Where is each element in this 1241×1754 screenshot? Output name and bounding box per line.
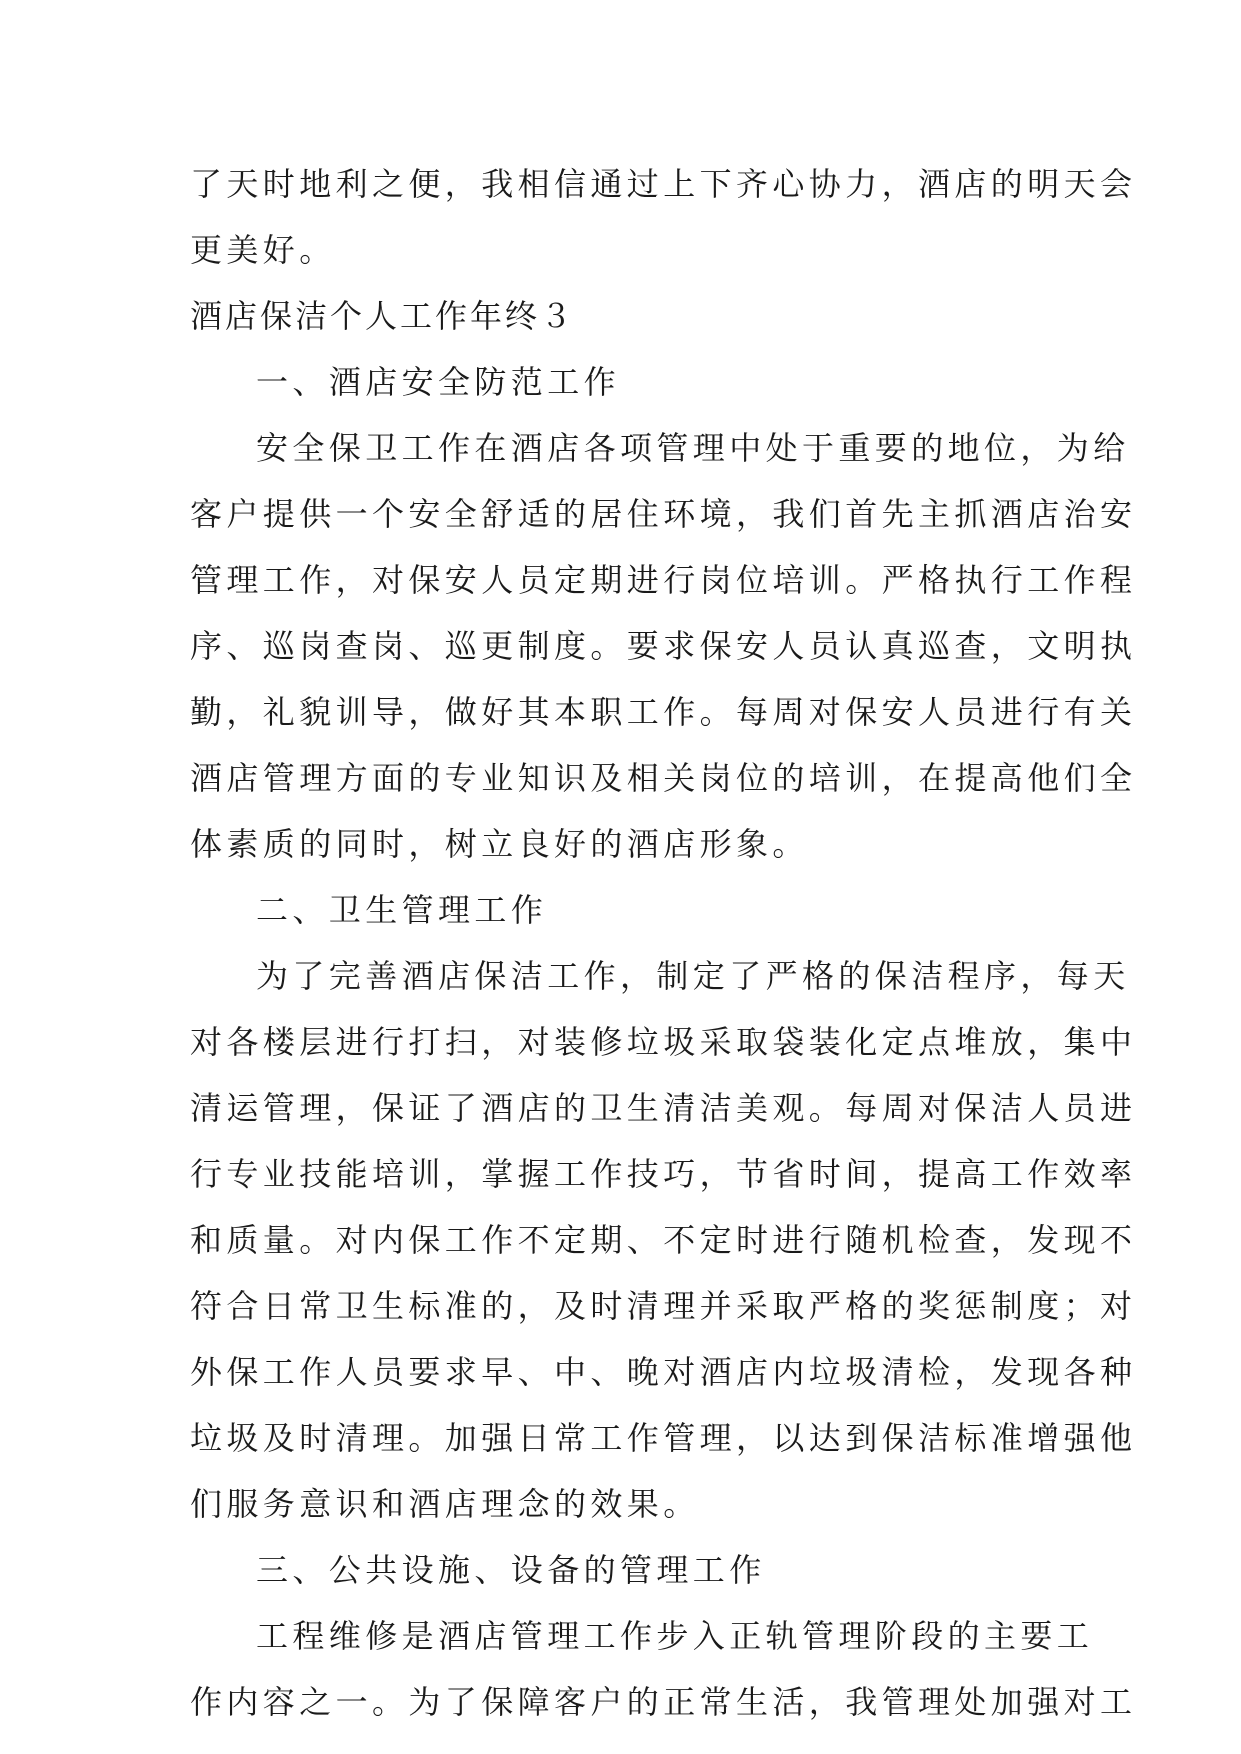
paragraph-line: 序、巡岗查岗、巡更制度。要求保安人员认真巡查，文明执 [190,627,1137,665]
section-title: 酒店保洁个人工作年终３ [190,297,576,335]
paragraph-line: 酒店管理方面的专业知识及相关岗位的培训，在提高他们全 [190,759,1137,797]
paragraph-line: 作内容之一。为了保障客户的正常生活，我管理处加强对工 [190,1683,1137,1721]
paragraph-line: 了天时地利之便，我相信通过上下齐心协力，酒店的明天会 [190,165,1137,203]
paragraph-line: 安全保卫工作在酒店各项管理中处于重要的地位，为给 [256,429,1130,467]
paragraph-line: 体素质的同时，树立良好的酒店形象。 [190,825,809,863]
subsection-heading: 二、卫生管理工作 [256,891,548,929]
subsection-heading: 三、公共设施、设备的管理工作 [256,1551,766,1589]
paragraph-line: 更美好。 [190,231,336,269]
paragraph-line: 外保工作人员要求早、中、晚对酒店内垃圾清检，发现各种 [190,1353,1137,1391]
paragraph-line: 清运管理，保证了酒店的卫生清洁美观。每周对保洁人员进 [190,1089,1137,1127]
paragraph-line: 和质量。对内保工作不定期、不定时进行随机检查，发现不 [190,1221,1137,1259]
paragraph-line: 符合日常卫生标准的，及时清理并采取严格的奖惩制度；对 [190,1287,1137,1325]
paragraph-line: 垃圾及时清理。加强日常工作管理，以达到保洁标准增强他 [190,1419,1137,1457]
paragraph-line: 们服务意识和酒店理念的效果。 [190,1485,700,1523]
paragraph-line: 管理工作，对保安人员定期进行岗位培训。严格执行工作程 [190,561,1137,599]
paragraph-line: 工程维修是酒店管理工作步入正轨管理阶段的主要工 [256,1617,1094,1655]
paragraph-line: 客户提供一个安全舒适的居住环境，我们首先主抓酒店治安 [190,495,1137,533]
paragraph-line: 勤，礼貌训导，做好其本职工作。每周对保安人员进行有关 [190,693,1137,731]
subsection-heading: 一、酒店安全防范工作 [256,363,621,401]
paragraph-line: 行专业技能培训，掌握工作技巧，节省时间，提高工作效率 [190,1155,1137,1193]
paragraph-line: 对各楼层进行打扫，对装修垃圾采取袋装化定点堆放，集中 [190,1023,1137,1061]
paragraph-line: 为了完善酒店保洁工作，制定了严格的保洁程序，每天 [256,957,1130,995]
